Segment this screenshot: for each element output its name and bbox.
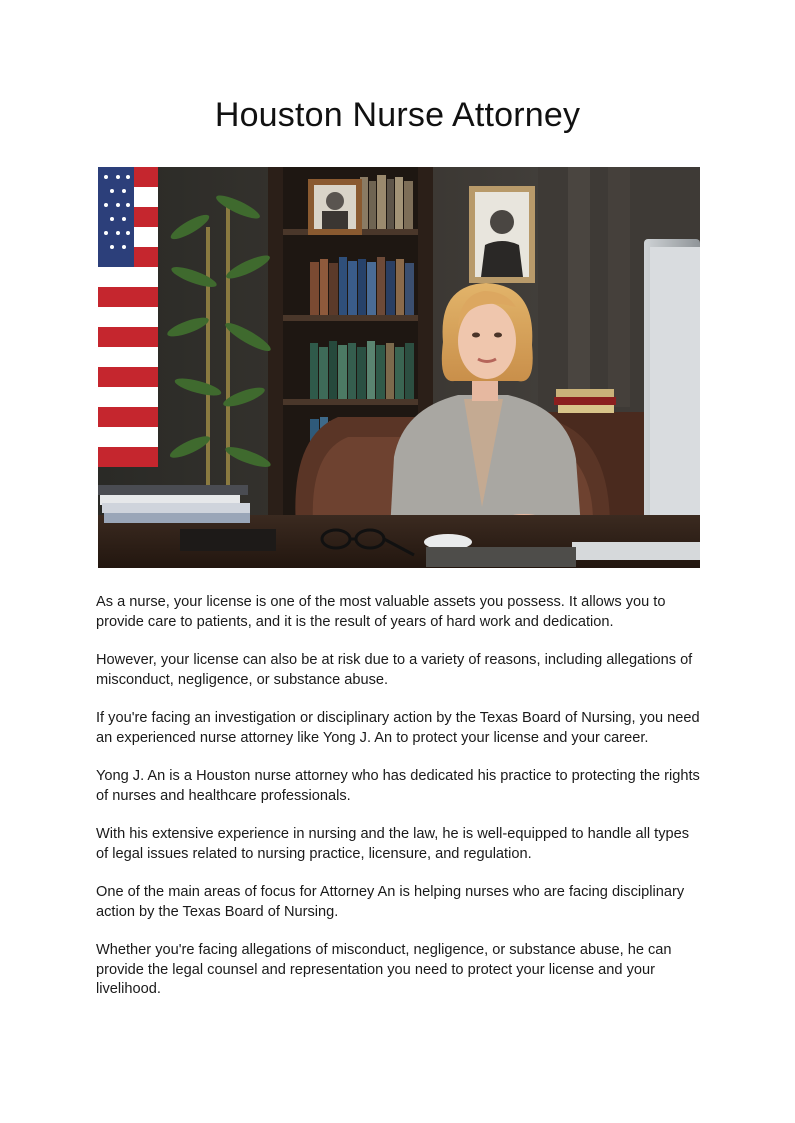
paragraph: As a nurse, your license is one of the most valuable assets you possess. It allows you to provide care to patients, and it is the result of years of hard work and dedication. (96, 594, 666, 630)
page-title: Houston Nurse Attorney (214, 96, 581, 134)
paragraph: With his extensive experience in nursing and the law, he is well-equipped to handle all types of legal issues related to nursing practice, licensure, and regulation. (96, 826, 690, 862)
paragraph: One of the main areas of focus for Attorney An is helping nurses who are facing disciplinary action by the Texas Board of Nursing. (96, 884, 685, 920)
paragraph: However, your license can also be at risk due to a variety of reasons, including allegations of misconduct, negligence, or substance abuse. (96, 652, 693, 688)
article-body (96, 593, 701, 1019)
paragraph: Whether you're facing allegations of misconduct, negligence, or substance abuse, he can provide the legal counsel and representation you need to protect your license and your livelihood. (96, 942, 672, 997)
paragraph: If you're facing an investigation or disciplinary action by the Texas Board of Nursing, you need an experienced nurse attorney like Yong J. An to protect your license and your career. (96, 710, 700, 746)
paragraph: Yong J. An is a Houston nurse attorney who has dedicated his practice to protecting the rights of nurses and healthcare professionals. (96, 768, 700, 804)
attorney-office-photo (98, 167, 700, 568)
